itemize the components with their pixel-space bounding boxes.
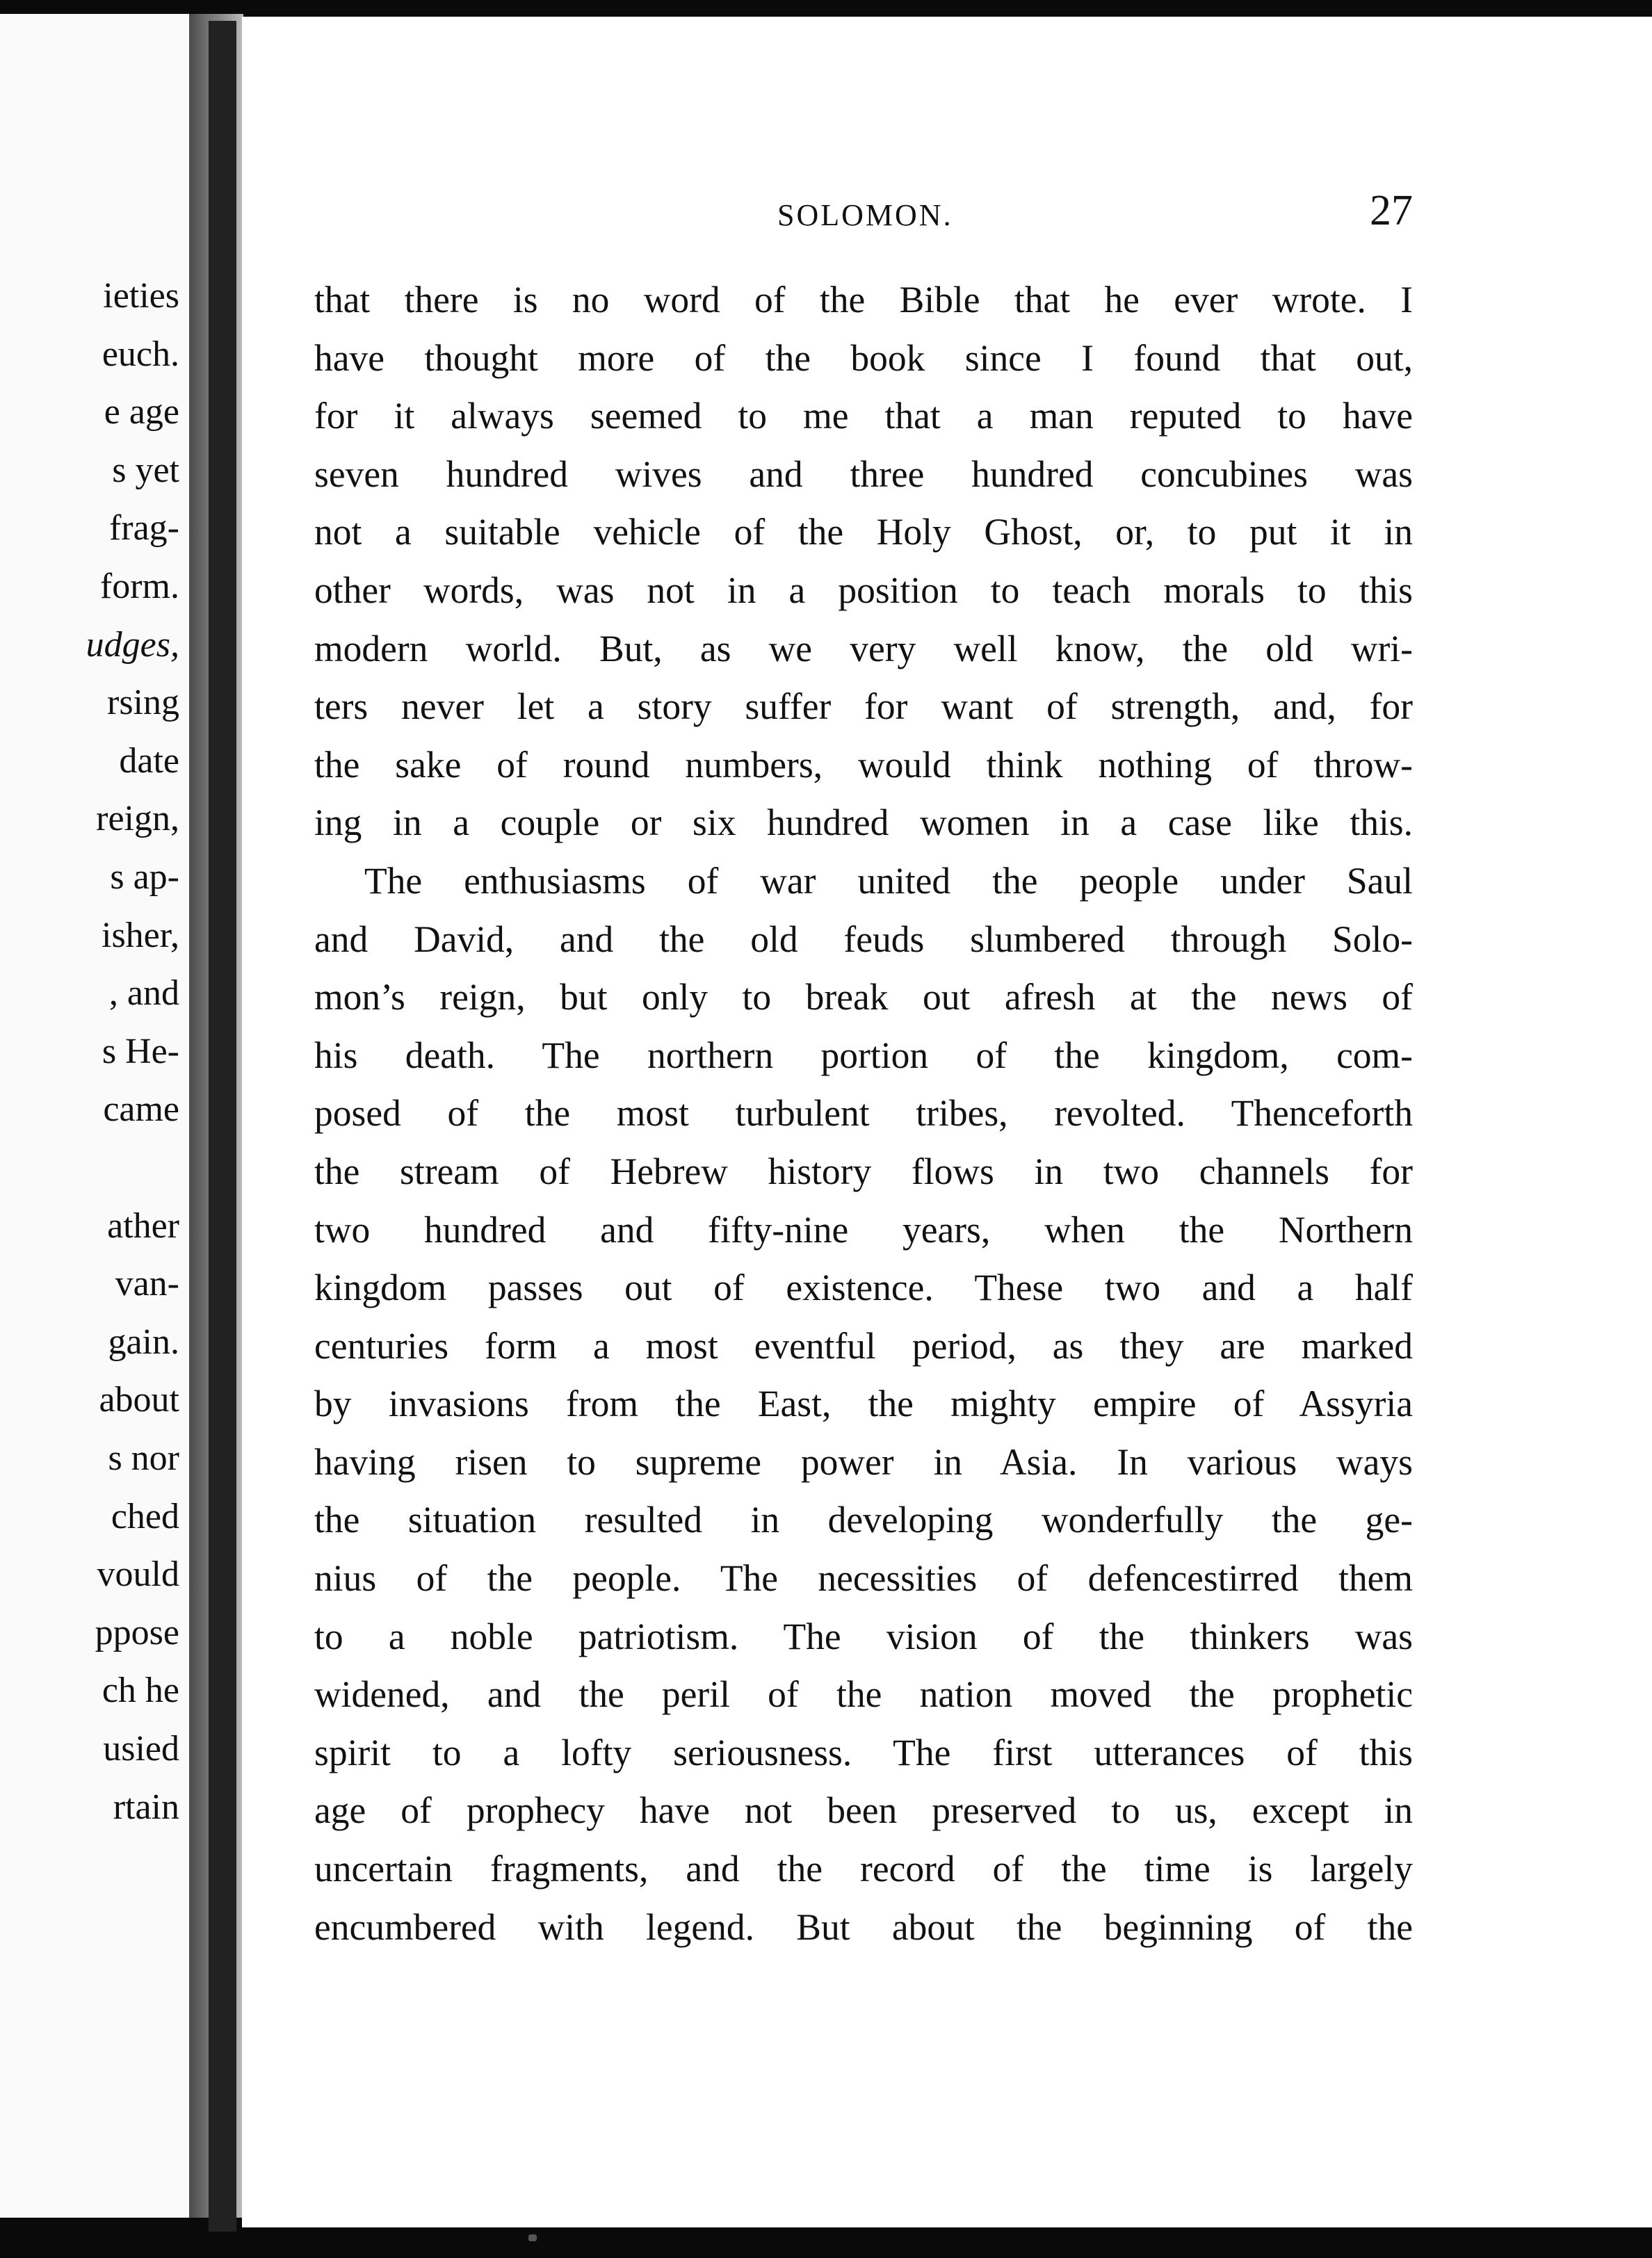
facing-page-line: euch.: [102, 334, 179, 374]
scan-speck: [528, 2234, 537, 2241]
body-text: [314, 271, 1413, 1956]
facing-page-line: udges,: [86, 624, 179, 665]
page-number: 27: [1370, 187, 1413, 234]
text-line: that there is no word of the Bible that he ever wrote. I: [314, 279, 1413, 320]
text-line: not a suitable vehicle of the Holy Ghost, or, to put it in: [314, 511, 1413, 553]
text-line: seven hundred wives and three hundred concubines was: [314, 453, 1413, 495]
facing-page-line: ch he: [102, 1671, 179, 1711]
text-line: his death. The northern portion of the kingdom, com-: [314, 1034, 1413, 1076]
facing-page-line: ieties: [103, 276, 179, 316]
facing-page-line: came: [103, 1089, 179, 1130]
facing-page-line: rtain: [113, 1787, 179, 1827]
facing-page-line: form.: [99, 567, 179, 606]
text-line: having risen to supreme power in Asia. In various ways: [314, 1440, 1413, 1483]
facing-page-left: [0, 14, 189, 2218]
facing-page-line: about: [99, 1380, 179, 1420]
facing-page-line: , and: [108, 973, 179, 1014]
facing-page-line: rsing: [107, 683, 179, 723]
text-line: age of prophecy have not been preserved to us, except in: [314, 1789, 1413, 1832]
text-line: kingdom passes out of existence. These two and a half: [314, 1267, 1413, 1309]
facing-page-line: ched: [111, 1496, 179, 1536]
text-line: The enthusiasms of war united the people under Saul: [364, 859, 1413, 902]
facing-page-line: reign,: [96, 799, 179, 839]
text-line: uncertain fragments, and the record of the time is largely: [314, 1848, 1413, 1890]
facing-page-line: ppose: [95, 1612, 179, 1652]
facing-page-line: s yet: [112, 450, 179, 490]
text-line: the stream of Hebrew history flows in two channels for: [314, 1150, 1413, 1192]
gutter-shadow: [209, 21, 236, 2232]
running-head: SOLOMON.: [777, 198, 953, 232]
text-line: modern world. But, as we very well know, the old wri-: [314, 627, 1413, 669]
text-line: the situation resulted in developing wonderfully the ge-: [314, 1499, 1413, 1541]
text-line: to a noble patriotism. The vision of the thinkers was: [314, 1615, 1413, 1657]
facing-page-line: frag-: [108, 508, 179, 549]
text-line: have thought more of the book since I found that out,: [314, 336, 1413, 379]
text-line: ters never let a story suffer for want of strength, and, for: [314, 685, 1413, 728]
text-line: mon’s reign, but only to break out afresh at the news of: [314, 976, 1413, 1018]
text-line: two hundred and fifty-nine years, when the Northern: [314, 1208, 1413, 1251]
facing-page-line: isher,: [102, 915, 179, 955]
text-line: for it always seemed to me that a man reputed to have: [314, 395, 1413, 437]
text-line: spirit to a lofty seriousness. The first utterances of this: [314, 1731, 1413, 1773]
facing-page-line: s ap-: [110, 857, 179, 897]
facing-page-line: van-: [115, 1264, 179, 1304]
text-line: other words, was not in a position to teach morals to this: [314, 569, 1413, 611]
text-line: centuries form a most eventful period, as they are marked: [314, 1324, 1413, 1367]
facing-page-line: date: [119, 740, 179, 781]
text-line: ing in a couple or six hundred women in a case like this.: [314, 802, 1413, 844]
facing-page-line: ather: [107, 1205, 179, 1246]
text-line: by invasions from the East, the mighty empire of Assyria: [314, 1383, 1413, 1425]
facing-page-line: usied: [103, 1729, 179, 1769]
text-line: widened, and the peril of the nation moved the prophetic: [314, 1673, 1413, 1716]
facing-page-line: s He-: [102, 1031, 179, 1071]
facing-page-line: vould: [97, 1554, 179, 1595]
text-line: and David, and the old feuds slumbered through Solo-: [314, 918, 1413, 960]
text-line: encumbered with legend. But about the beginning of the: [314, 1906, 1413, 1948]
text-line: nius of the people. The necessities of defencestirred them: [314, 1557, 1413, 1600]
facing-page-line: gain.: [108, 1322, 179, 1362]
text-line: the sake of round numbers, would think nothing of throw-: [314, 743, 1413, 786]
facing-page-line: s nor: [108, 1438, 179, 1478]
text-line: posed of the most turbulent tribes, revolted. Thenceforth: [314, 1092, 1413, 1135]
facing-page-line: e age: [104, 392, 179, 432]
